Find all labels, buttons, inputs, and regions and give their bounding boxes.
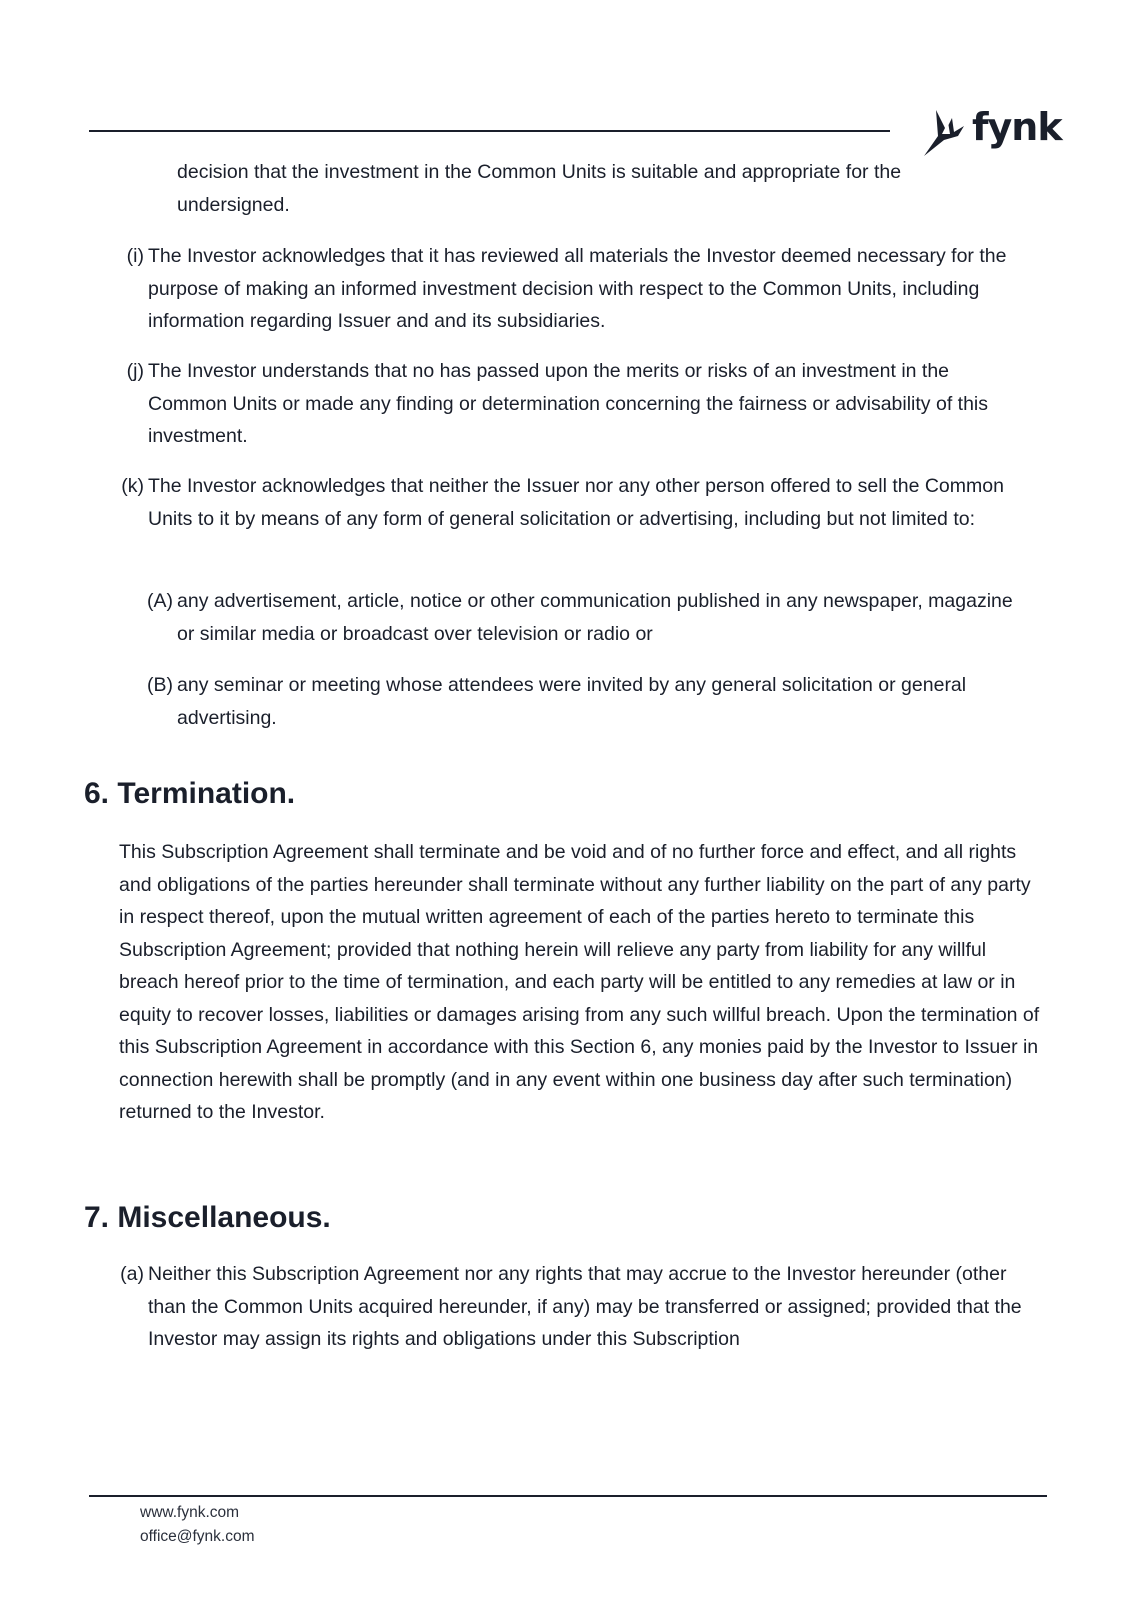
section-heading-termination: 6. Termination.	[84, 777, 296, 810]
footer-email: office@fynk.com	[140, 1528, 255, 1545]
footer-rule	[89, 1495, 1047, 1497]
sub-item-label: (B)	[147, 674, 173, 696]
list-item-text: The Investor understands that no has passed upon the merits or risks of an investment in the Common Units or made any finding or determination concerning the fairness or advisability of this investment.	[148, 360, 988, 447]
list-item-text: The Investor acknowledges that neither the Issuer nor any other person offered to sell the Common Units to it by means of any form of general solicitation or advertising, including but not limited to:	[148, 475, 1004, 530]
list-item-i	[126, 240, 1028, 338]
sub-item-label: (A)	[147, 590, 173, 612]
header-rule	[89, 130, 890, 132]
list-item-label: (j)	[126, 360, 144, 382]
footer-website: www.fynk.com	[140, 1504, 240, 1521]
section-heading-miscellaneous: 7. Miscellaneous.	[84, 1201, 331, 1234]
list-item-k	[121, 470, 1028, 535]
fynk-bird-icon	[922, 106, 968, 158]
list-item-label: (a)	[120, 1263, 144, 1285]
sub-item-A	[147, 585, 1027, 650]
list-item-label: (k)	[121, 475, 144, 497]
sub-item-B	[147, 669, 1027, 734]
termination-paragraph: This Subscription Agreement shall terminate and be void and of no further force and effect, and all rights and obligations of the parties hereunder shall terminate without any further liability on the part of any party in respect thereof, upon the mutual written agreement of each of the parties hereto to terminate this Subscription Agreement; provided that nothing herein will relieve any party from liability for any willful breach hereof prior to the time of termination, and each party will be entitled to any remedies at law or in equity to recover losses, liabilities or damages arising from any such willful breach. Upon the termination of this Subscription Agreement in accordance with this Section 6, any monies paid by the Investor to Issuer in connection herewith shall be promptly (and in any event within one business day after such termination) returned to the Investor.	[119, 841, 1040, 1123]
fynk-logo	[922, 104, 1062, 160]
sub-item-text: any advertisement, article, notice or other communication published in any newspaper, magazine or similar media or broadcast over television or radio or	[177, 590, 1013, 645]
list-item-j	[126, 355, 1028, 453]
logo-text: fynk	[972, 105, 1062, 149]
sub-item-text: any seminar or meeting whose attendees were invited by any general solicitation or general advertising.	[177, 674, 967, 729]
list-item-a	[120, 1258, 1043, 1356]
list-item-text: Neither this Subscription Agreement nor any rights that may accrue to the Investor hereunder (other than the Common Units acquired hereunder, if any) may be transferred or assigned; provided that the Investor may assign its rights and obligations under this Subscription	[148, 1263, 1022, 1350]
list-item-label: (i)	[126, 245, 144, 267]
list-item-text: The Investor acknowledges that it has reviewed all materials the Investor deemed necessary for the purpose of making an informed investment decision with respect to the Common Units, including information regarding Issuer and and its subsidiaries.	[148, 245, 1007, 332]
continuation-paragraph: decision that the investment in the Common Units is suitable and appropriate for the undersigned.	[177, 161, 902, 216]
